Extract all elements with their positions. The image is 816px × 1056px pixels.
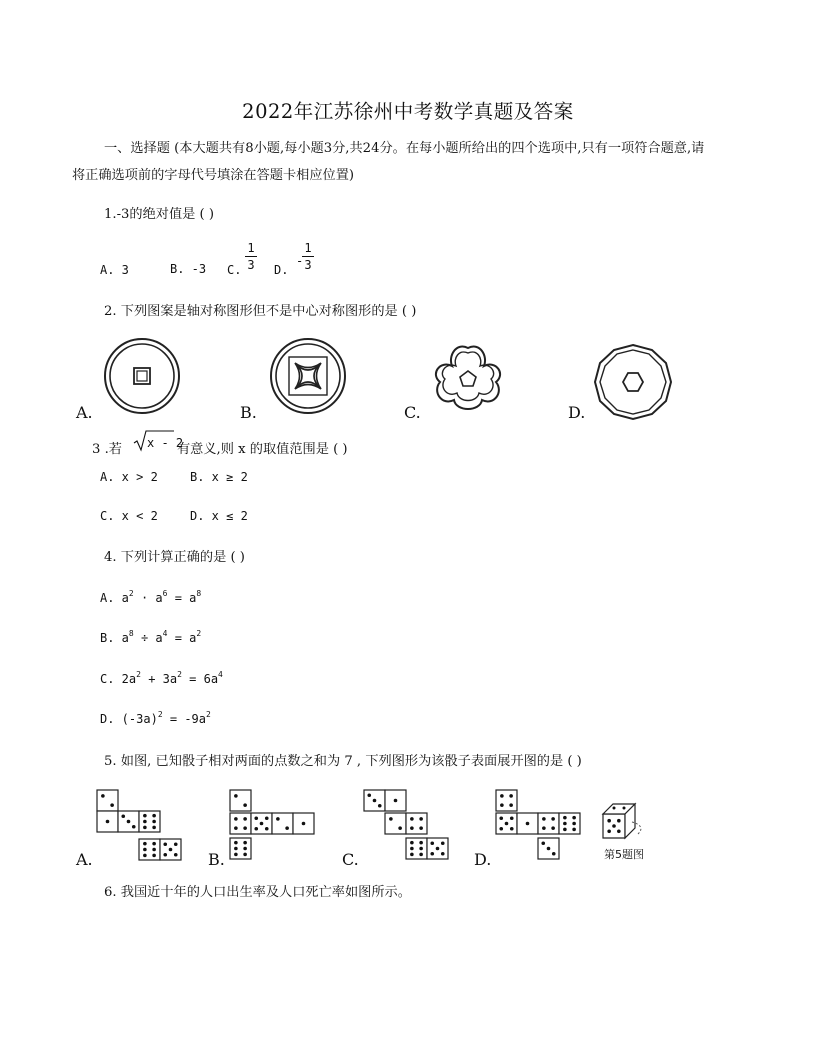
page-title: 2022年江苏徐州中考数学真题及答案 <box>242 100 574 123</box>
q3-stem-prefix: 3 .若 <box>92 442 122 457</box>
die-pip <box>260 822 264 826</box>
die-pip <box>132 825 136 829</box>
q4-stem: 4. 下列计算正确的是 ( ) <box>104 550 245 565</box>
die-pip <box>265 827 269 831</box>
die-pip <box>394 799 398 803</box>
q5-label-b: B. <box>208 850 225 869</box>
die-pip <box>441 852 445 856</box>
q3-radicand: x - 2 <box>147 436 184 450</box>
die-pip <box>542 826 546 830</box>
die-pip <box>243 847 247 851</box>
fraction-denominator: 3 <box>247 258 255 272</box>
die-pip <box>547 847 551 851</box>
q1-option-d-label: D. <box>274 263 289 277</box>
die-pip <box>152 814 156 818</box>
die-pip <box>542 817 546 821</box>
die-pip <box>410 847 414 851</box>
die-face <box>97 790 118 811</box>
die-pip <box>607 829 611 833</box>
die-pip <box>234 826 238 830</box>
q5-stem: 5. 如图, 已知骰子相对两面的点数之和为 7 , 下列图形为该骰子表面展开图的是 ( ) <box>104 754 582 769</box>
die-pip <box>499 827 503 831</box>
die-pip <box>234 817 238 821</box>
die-pip <box>152 848 156 852</box>
die-pip <box>143 820 147 824</box>
die-pip <box>378 804 382 808</box>
die-pip <box>254 827 258 831</box>
die-pip <box>389 817 393 821</box>
die-face <box>406 813 427 834</box>
die-pip <box>499 816 503 820</box>
q2-label-a: A. <box>76 403 93 422</box>
die-face <box>230 813 251 834</box>
die-pip <box>121 814 125 818</box>
die-pip <box>163 842 167 846</box>
q4-option-b: B. $a^8 \div a^4 = a^2$ <box>100 629 202 645</box>
die-pip <box>174 853 178 857</box>
die-pip <box>436 847 440 851</box>
die-pip <box>276 817 280 821</box>
die-pip <box>509 803 513 807</box>
die-pip <box>254 816 258 820</box>
section-instructions-line2: 将正确选项前的字母代号填涂在答题卡相应位置) <box>72 168 355 183</box>
die-pip <box>552 852 556 856</box>
die-pip <box>243 841 247 845</box>
q5-label-d: D. <box>474 850 492 869</box>
die-pip <box>410 817 414 821</box>
die-pip <box>152 826 156 830</box>
die-pip <box>419 853 423 857</box>
q1-option-a: A. 3 <box>100 263 129 277</box>
die-pip <box>613 807 616 810</box>
q3-option-c: C. x < 2 <box>100 509 158 523</box>
die-pip <box>174 842 178 846</box>
q1-option-b: B. -3 <box>170 262 207 276</box>
q3-option-d: D. x ≤ 2 <box>190 509 248 523</box>
die-pip <box>152 820 156 824</box>
die-pip <box>623 807 626 810</box>
die-pip <box>127 820 131 824</box>
q4-option-c: C. $2a^2 + 3a^2 = 6a^4$ <box>100 670 223 686</box>
q4-option-d: D. $(-3a)^2 = -9a^2$ <box>100 710 211 726</box>
q2-stem: 2. 下列图案是轴对称图形但不是中心对称图形的是 ( ) <box>104 304 417 319</box>
q3-option-a: A. x > 2 <box>100 470 158 484</box>
die-pip <box>419 841 423 845</box>
die-pip <box>265 816 269 820</box>
die-pip <box>163 853 167 857</box>
die-pip <box>143 826 147 830</box>
die-face <box>139 811 160 832</box>
die-pip <box>410 853 414 857</box>
die-pip <box>106 820 110 824</box>
die-pip <box>572 822 576 826</box>
q2-label-b: B. <box>240 403 257 422</box>
q5-label-a: A. <box>76 850 93 869</box>
die-pip <box>430 841 434 845</box>
die-pip <box>285 826 289 830</box>
die-pip <box>110 803 114 807</box>
die-pip <box>617 829 621 833</box>
die-pip <box>563 822 567 826</box>
die-face <box>230 838 251 859</box>
die-3d-icon <box>603 804 641 838</box>
die-pip <box>510 816 514 820</box>
q1-stem: 1.-3的绝对值是 ( ) <box>104 207 215 222</box>
die-pip <box>243 853 247 857</box>
die-pip <box>243 803 247 807</box>
die-pip <box>509 794 513 798</box>
die-face <box>406 838 427 859</box>
die-pip <box>243 826 247 830</box>
q3-stem-suffix: 有意义,则 x 的取值范围是 ( ) <box>177 442 348 457</box>
die-face <box>496 790 517 811</box>
die-pip <box>607 819 611 823</box>
die-pip <box>234 853 238 857</box>
die-face <box>538 813 559 834</box>
die-pip <box>419 826 423 830</box>
fraction-numerator: 1 <box>304 241 312 255</box>
die-pip <box>612 824 616 828</box>
die-face <box>385 813 406 834</box>
die-pip <box>410 841 414 845</box>
die-pip <box>551 826 555 830</box>
die-pip <box>234 847 238 851</box>
q1-option-d-sign: - <box>296 254 304 268</box>
die-pip <box>143 814 147 818</box>
die-pip <box>541 841 545 845</box>
die-pip <box>441 841 445 845</box>
die-pip <box>143 842 147 846</box>
die-pip <box>500 794 504 798</box>
die-face <box>139 839 160 860</box>
die-pip <box>234 841 238 845</box>
die-pip <box>572 816 576 820</box>
fraction-denominator: 3 <box>304 258 312 272</box>
die-pip <box>367 793 371 797</box>
die-face <box>559 813 580 834</box>
section-instructions-line1: 一、选择题 (本大题共有8小题,每小题3分,共24分。在每小题所给出的四个选项中,只有一项符合题意,请 <box>104 141 705 156</box>
die-pip <box>373 799 377 803</box>
q6-stem: 6. 我国近十年的人口出生率及人口死亡率如图所示。 <box>104 885 411 900</box>
die-pip <box>152 854 156 858</box>
fraction-numerator: 1 <box>247 241 255 255</box>
die-pip <box>526 822 530 826</box>
die-pip <box>101 794 105 798</box>
die-pip <box>551 817 555 821</box>
die-pip <box>563 828 567 832</box>
die-pip <box>430 852 434 856</box>
q2-label-d: D. <box>568 403 586 422</box>
q2-label-c: C. <box>404 403 421 422</box>
die-pip <box>419 847 423 851</box>
die-pip <box>302 822 306 826</box>
q4-option-a: A. $a^2 \cdot a^6 = a^8$ <box>100 589 202 605</box>
q1-option-c-label: C. <box>227 263 242 277</box>
die-pip <box>563 816 567 820</box>
q5-figure-caption: 第5题图 <box>604 848 644 861</box>
die-pip <box>617 819 621 823</box>
die-face <box>272 813 293 834</box>
die-pip <box>419 817 423 821</box>
die-pip <box>143 854 147 858</box>
die-pip <box>500 803 504 807</box>
q3-option-b: B. x ≥ 2 <box>190 470 248 484</box>
die-pip <box>169 848 173 852</box>
die-pip <box>243 817 247 821</box>
die-pip <box>410 826 414 830</box>
die-pip <box>398 826 402 830</box>
die-pip <box>505 822 509 826</box>
die-pip <box>143 848 147 852</box>
die-face <box>230 790 251 811</box>
die-pip <box>510 827 514 831</box>
die-pip <box>572 828 576 832</box>
die-pip <box>234 794 238 798</box>
die-pip <box>152 842 156 846</box>
q5-label-c: C. <box>342 850 359 869</box>
